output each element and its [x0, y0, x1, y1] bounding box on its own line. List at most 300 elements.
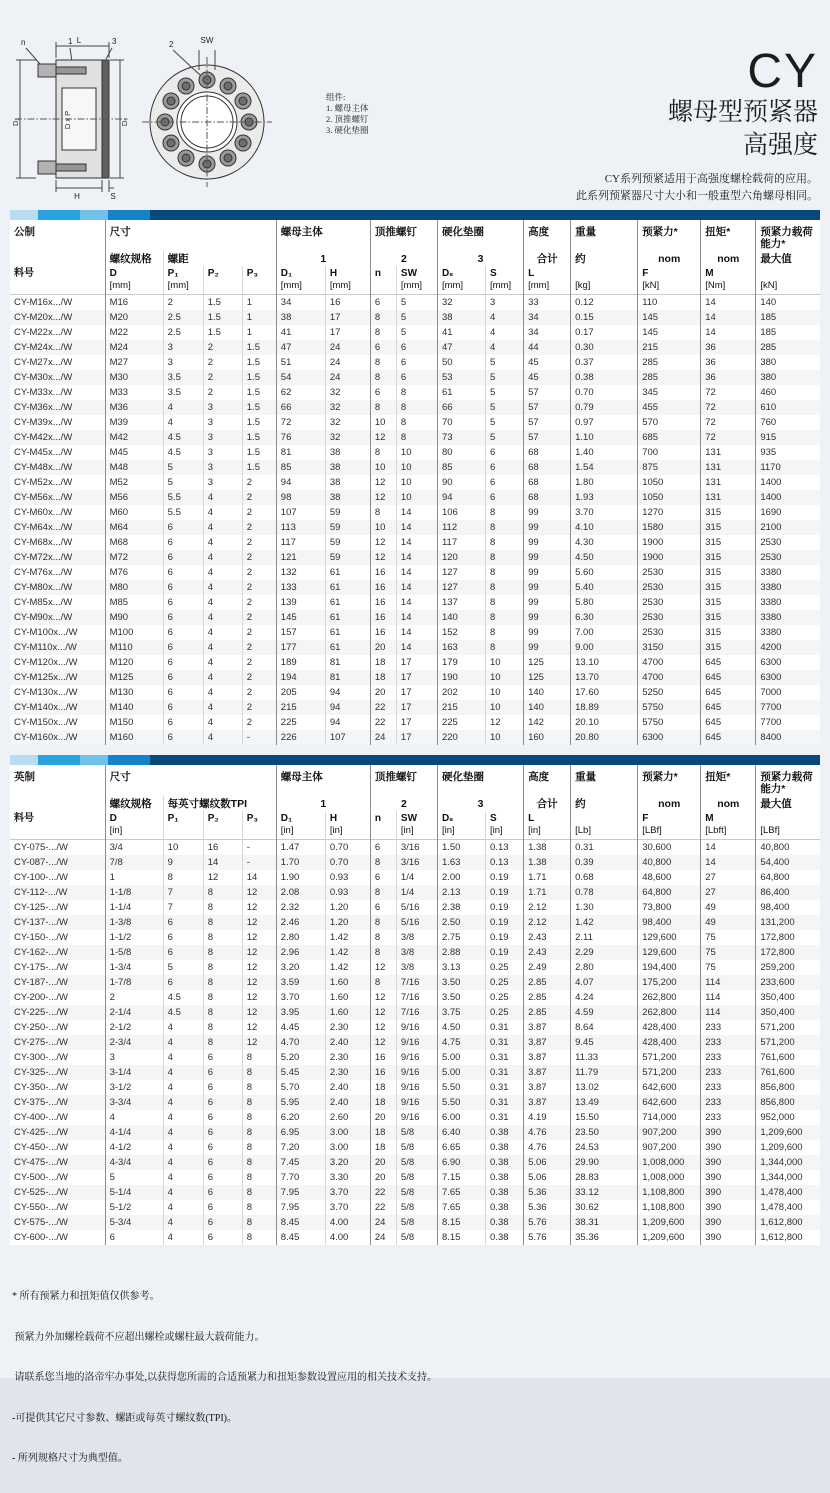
table-row: [10, 945, 820, 960]
cell: M45: [105, 445, 163, 460]
cell: 9: [163, 855, 203, 870]
cell: 3.50: [437, 975, 485, 990]
cell: 5-1/2: [105, 1200, 163, 1215]
cell: 350,400: [756, 990, 820, 1005]
cell: 72: [701, 430, 756, 445]
cell: 16: [370, 610, 396, 625]
cell: 152: [437, 625, 485, 640]
cell: 2: [242, 640, 276, 655]
cell: 0.38: [486, 1185, 524, 1200]
cell: 1.5: [203, 310, 242, 325]
cell: 0.37: [571, 355, 638, 370]
cell: 12: [242, 1005, 276, 1020]
table-row: [10, 1215, 820, 1230]
cell: 6: [370, 385, 396, 400]
cell: 5: [486, 370, 524, 385]
cell: 390: [701, 1140, 756, 1155]
column-header: L [in]: [524, 811, 571, 840]
cell: 3/16: [396, 840, 437, 856]
cell: 3/8: [396, 930, 437, 945]
cell: -: [242, 855, 276, 870]
imperial-table: [10, 765, 820, 1245]
cell: 24: [325, 340, 370, 355]
cell: 27: [701, 885, 756, 900]
cell: 380: [756, 355, 820, 370]
cell: 53: [437, 370, 485, 385]
cell: 57: [524, 430, 571, 445]
group-header-row: [10, 220, 820, 251]
cell: 66: [276, 400, 325, 415]
cell: 4: [203, 730, 242, 745]
metric-table-head: [10, 220, 820, 295]
cell: 5.06: [524, 1170, 571, 1185]
cell: 3.5: [163, 385, 203, 400]
cell: M22: [105, 325, 163, 340]
cell: 2.75: [437, 930, 485, 945]
cell: CY-137-.../W: [14, 917, 69, 928]
cell: M24: [105, 340, 163, 355]
table-row: [10, 1035, 820, 1050]
cell: 11.79: [571, 1065, 638, 1080]
cell: 4: [163, 1080, 203, 1095]
cell: CY-M125x.../W: [14, 672, 78, 683]
cell: 0.31: [486, 1020, 524, 1035]
sub-header: 3: [437, 251, 523, 266]
cell: 121: [276, 550, 325, 565]
sub-header: 最大值: [756, 796, 820, 811]
cell: 29.90: [571, 1155, 638, 1170]
cell: 0.38: [486, 1200, 524, 1215]
cell: 22: [370, 700, 396, 715]
cell: CY-M100x.../W: [14, 627, 78, 638]
cell: 6: [486, 445, 524, 460]
cell: 10: [370, 460, 396, 475]
cell: 4: [163, 400, 203, 415]
cell: 99: [524, 640, 571, 655]
cell: M125: [105, 670, 163, 685]
table-row: [10, 355, 820, 370]
cell: CY-M140x.../W: [14, 702, 78, 713]
cell: 8: [486, 640, 524, 655]
cell: 8: [486, 565, 524, 580]
cell: 4.19: [524, 1110, 571, 1125]
cell: CY-M80x.../W: [14, 582, 73, 593]
cell: CY-275-.../W: [14, 1037, 69, 1048]
cell: 0.19: [486, 915, 524, 930]
cell: 4: [486, 310, 524, 325]
cell: 6: [203, 1155, 242, 1170]
cell: 1,612,800: [756, 1230, 820, 1245]
cell: 428,400: [638, 1020, 701, 1035]
cell: CY-M33x.../W: [14, 387, 73, 398]
column-header: SW [in]: [396, 811, 437, 840]
cell: 110: [638, 295, 701, 311]
legend-item: 3. 硬化垫圈: [326, 125, 369, 135]
cell: 8: [486, 580, 524, 595]
cell: 2.80: [571, 960, 638, 975]
cell: 259,200: [756, 960, 820, 975]
cell: 5.60: [571, 565, 638, 580]
cell: 6: [163, 640, 203, 655]
cell: 8: [242, 1125, 276, 1140]
column-header: P₃: [242, 811, 276, 840]
cell: 80: [437, 445, 485, 460]
cell: 12: [370, 430, 396, 445]
cell: M76: [105, 565, 163, 580]
cell: 3380: [756, 565, 820, 580]
cell: 7.65: [437, 1200, 485, 1215]
cell: 6: [370, 295, 396, 311]
group-header: 硬化垫圈: [437, 220, 523, 251]
cell: 8: [203, 930, 242, 945]
sub-header: nom: [638, 796, 701, 811]
cell: 131: [701, 475, 756, 490]
cell: 8: [242, 1155, 276, 1170]
cell: 16: [370, 625, 396, 640]
sub-header: 约: [571, 251, 638, 266]
cell: 233: [701, 1020, 756, 1035]
cell: M52: [105, 475, 163, 490]
cell: 12: [242, 885, 276, 900]
cell: 1.5: [203, 325, 242, 340]
cell: 8: [486, 520, 524, 535]
cell: 36: [701, 355, 756, 370]
cell: 8: [486, 535, 524, 550]
cell: 2: [242, 490, 276, 505]
cell: 0.70: [325, 855, 370, 870]
page-subtitle-type: 螺母型预紧器: [667, 98, 818, 126]
cell: 2.5: [163, 310, 203, 325]
cell: 571,200: [638, 1065, 701, 1080]
dim-label-D1: D₁: [11, 118, 20, 126]
cell: 98,400: [756, 900, 820, 915]
cell: CY-M130x.../W: [14, 687, 78, 698]
cell: CY-500-.../W: [14, 1172, 69, 1183]
metric-table-body: [10, 295, 820, 746]
cell: 0.31: [486, 1080, 524, 1095]
cell: 315: [701, 535, 756, 550]
cell: 8: [370, 975, 396, 990]
cell: 5.06: [524, 1155, 571, 1170]
sub-header: 2: [370, 251, 437, 266]
cell: 6300: [638, 730, 701, 745]
cell: 1.5: [203, 295, 242, 311]
group-header: 预紧力载荷能力*: [756, 765, 820, 796]
cell: 14: [396, 595, 437, 610]
cell: 14: [396, 565, 437, 580]
cell: 0.13: [486, 840, 524, 856]
cell: 6: [163, 610, 203, 625]
cell: 315: [701, 640, 756, 655]
cell: 315: [701, 625, 756, 640]
group-header: 重量: [571, 220, 638, 251]
cell: 1/4: [396, 870, 437, 885]
cell: 3380: [756, 595, 820, 610]
cell: 6: [396, 355, 437, 370]
cell: 44: [524, 340, 571, 355]
region-label: 公制: [14, 226, 35, 238]
cell: 1,209,600: [756, 1125, 820, 1140]
cell: 140: [524, 685, 571, 700]
column-header: [Lb]: [571, 811, 638, 840]
cell: 47: [437, 340, 485, 355]
cell: 2: [242, 685, 276, 700]
cell: 72: [276, 415, 325, 430]
cell: 5: [163, 960, 203, 975]
cell: 6: [163, 580, 203, 595]
cell: 0.17: [571, 325, 638, 340]
table-row: [10, 840, 820, 856]
cell: 5: [396, 325, 437, 340]
cell: 5.36: [524, 1200, 571, 1215]
table-row: [10, 595, 820, 610]
cell: 6: [203, 1215, 242, 1230]
cell: 233: [701, 1035, 756, 1050]
cell: 5/8: [396, 1170, 437, 1185]
cell: 262,800: [638, 1005, 701, 1020]
cell: 1900: [638, 550, 701, 565]
cell: 1.10: [571, 430, 638, 445]
cell: 4700: [638, 670, 701, 685]
cell: 4: [163, 1050, 203, 1065]
cell: 0.19: [486, 930, 524, 945]
cell: 3: [105, 1050, 163, 1065]
cell: CY-M56x.../W: [14, 492, 73, 503]
cell: 645: [701, 715, 756, 730]
cell: 700: [638, 445, 701, 460]
bar-segment: [108, 210, 150, 220]
cell: 0.25: [486, 975, 524, 990]
cell: 6.95: [276, 1125, 325, 1140]
cell: CY-350-.../W: [14, 1082, 69, 1093]
cell: 390: [701, 1125, 756, 1140]
cell: 1.40: [571, 445, 638, 460]
column-header: D [in]: [105, 811, 163, 840]
cell: 99: [524, 535, 571, 550]
cell: 2530: [638, 580, 701, 595]
cell: 114: [701, 1005, 756, 1020]
cell: 24: [325, 370, 370, 385]
cell: 856,800: [756, 1095, 820, 1110]
cell: 6: [163, 520, 203, 535]
cell: CY-425-.../W: [14, 1127, 69, 1138]
cell: 3.5: [163, 370, 203, 385]
cell: CY-225-.../W: [14, 1007, 69, 1018]
table-row: [10, 1050, 820, 1065]
cell: 4: [163, 1200, 203, 1215]
cell: 24: [370, 1215, 396, 1230]
cell: 51: [276, 355, 325, 370]
column-header: S [mm]: [486, 266, 524, 295]
cell: 12: [370, 1020, 396, 1035]
cell: 1: [105, 870, 163, 885]
cell: 2: [242, 625, 276, 640]
cell: 3.75: [437, 1005, 485, 1020]
cell: 952,000: [756, 1110, 820, 1125]
cell: 99: [524, 610, 571, 625]
cell: 7000: [756, 685, 820, 700]
cell: 4: [163, 1095, 203, 1110]
group-header: 扭矩*: [701, 765, 756, 796]
column-header-row: [10, 811, 820, 840]
cell: 233: [701, 1095, 756, 1110]
cell: 2: [203, 355, 242, 370]
table-row: [10, 1110, 820, 1125]
cell: 2530: [756, 535, 820, 550]
cell: 761,600: [756, 1065, 820, 1080]
cell: 3.87: [524, 1035, 571, 1050]
cell: 6.40: [437, 1125, 485, 1140]
cell: 3: [203, 475, 242, 490]
cell: 8.64: [571, 1020, 638, 1035]
cell: 2-3/4: [105, 1035, 163, 1050]
cell: 129,600: [638, 945, 701, 960]
cell: 5: [163, 460, 203, 475]
cell: 2.43: [524, 945, 571, 960]
cell: 4: [163, 1020, 203, 1035]
cell: 1: [242, 295, 276, 311]
cell: 2.60: [325, 1110, 370, 1125]
cell: 59: [325, 505, 370, 520]
cell: 5.20: [276, 1050, 325, 1065]
cell: M150: [105, 715, 163, 730]
cell: 0.31: [486, 1035, 524, 1050]
cell: 12: [242, 1020, 276, 1035]
cell: CY-M20x.../W: [14, 312, 73, 323]
table-row: [10, 625, 820, 640]
cell: 98,400: [638, 915, 701, 930]
cell: 1.60: [325, 990, 370, 1005]
group-header: 硬化垫圈: [437, 765, 523, 796]
cell: 106: [437, 505, 485, 520]
footnote-line: * 所有预紧力和扭矩值仅供参考。: [12, 1291, 160, 1302]
cell: 14: [701, 840, 756, 856]
drawing-legend: [326, 92, 369, 136]
title-block: [576, 45, 818, 205]
cell: 145: [638, 325, 701, 340]
cell: CY-175-.../W: [14, 962, 69, 973]
cell: 4: [163, 1125, 203, 1140]
cell: 7.45: [276, 1155, 325, 1170]
cell: 185: [756, 310, 820, 325]
cell: 3.20: [276, 960, 325, 975]
cell: 233: [701, 1050, 756, 1065]
cell: 14: [701, 295, 756, 311]
cell: 10: [370, 415, 396, 430]
cell: 8: [203, 915, 242, 930]
cell: 81: [325, 670, 370, 685]
cell: 16: [325, 295, 370, 311]
table-row: [10, 430, 820, 445]
legend-item: 2. 顶推螺钉: [326, 114, 369, 124]
cell: 4700: [638, 655, 701, 670]
cell: 645: [701, 670, 756, 685]
cell: M68: [105, 535, 163, 550]
cell: 3.59: [276, 975, 325, 990]
cell: 0.93: [325, 870, 370, 885]
cell: 4.07: [571, 975, 638, 990]
cell: 160: [524, 730, 571, 745]
cell: 0.38: [486, 1170, 524, 1185]
cell: 86,400: [756, 885, 820, 900]
cell: 3.87: [524, 1095, 571, 1110]
cell: 5.36: [524, 1185, 571, 1200]
cell: 4: [203, 565, 242, 580]
cell: 7: [163, 900, 203, 915]
cell: 107: [325, 730, 370, 745]
cell: 4.5: [163, 430, 203, 445]
cell: 1.5: [242, 370, 276, 385]
cell: 16: [370, 565, 396, 580]
sub-header: 合计: [524, 251, 571, 266]
cell: 8: [203, 1005, 242, 1020]
column-header: H [in]: [325, 811, 370, 840]
cell: CY-M39x.../W: [14, 417, 73, 428]
cell: 3.70: [571, 505, 638, 520]
column-header: [kN]: [756, 266, 820, 295]
cell: 175,200: [638, 975, 701, 990]
cell: 99: [524, 520, 571, 535]
cell: CY-300-.../W: [14, 1052, 69, 1063]
cell: 61: [325, 625, 370, 640]
cell: 24: [370, 730, 396, 745]
cell: 4: [163, 1230, 203, 1245]
cell: 54: [276, 370, 325, 385]
cell: 390: [701, 1170, 756, 1185]
cell: 642,600: [638, 1080, 701, 1095]
cell: 1.42: [325, 945, 370, 960]
cell: 1-3/8: [105, 915, 163, 930]
cell: -: [242, 840, 276, 856]
cell: 428,400: [638, 1035, 701, 1050]
column-header: [kg]: [571, 266, 638, 295]
cell: 4.59: [571, 1005, 638, 1020]
cell: 315: [701, 595, 756, 610]
cell: 3380: [756, 580, 820, 595]
cell: 225: [437, 715, 485, 730]
column-header-row: [10, 266, 820, 295]
cell: 8: [370, 445, 396, 460]
cell: 5: [486, 415, 524, 430]
cell: 8: [370, 945, 396, 960]
cell: 7/16: [396, 990, 437, 1005]
cell: 2-1/4: [105, 1005, 163, 1020]
cell: 7.65: [437, 1185, 485, 1200]
cell: 2.11: [571, 930, 638, 945]
cell: 7/16: [396, 1005, 437, 1020]
cell: 4: [163, 1110, 203, 1125]
cell: 3: [203, 460, 242, 475]
cell: 38: [325, 460, 370, 475]
cell: 1050: [638, 490, 701, 505]
cell: 8: [370, 885, 396, 900]
column-header: [LBf]: [756, 811, 820, 840]
cell: 390: [701, 1185, 756, 1200]
cell: 6: [163, 595, 203, 610]
cell: 75: [701, 960, 756, 975]
cell: CY-550-.../W: [14, 1202, 69, 1213]
cell: 8: [242, 1095, 276, 1110]
table-row: [10, 520, 820, 535]
cell: CY-M110x.../W: [14, 642, 77, 653]
cell: 3.87: [524, 1065, 571, 1080]
cell: 6: [370, 840, 396, 856]
column-header: M [Nm]: [701, 266, 756, 295]
cell: 17: [325, 310, 370, 325]
cell: 5750: [638, 715, 701, 730]
cell: 0.70: [571, 385, 638, 400]
column-header: Dₛ [in]: [437, 811, 485, 840]
